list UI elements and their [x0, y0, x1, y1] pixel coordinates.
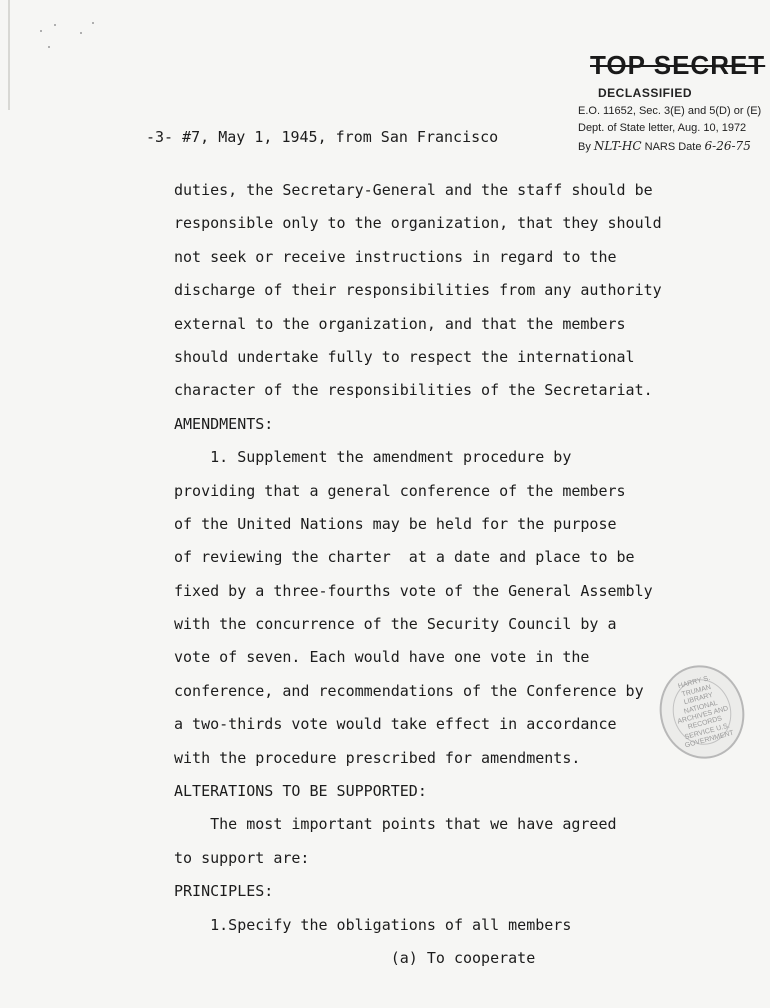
text-line: PRINCIPLES: — [174, 882, 274, 901]
declass-by-label: By — [578, 140, 591, 153]
declass-eo-line: E.O. 11652, Sec. 3(E) and 5(D) or (E) — [578, 104, 762, 117]
text-line: external to the organization, and that the members — [174, 314, 626, 333]
declass-date-signature: 6-26-75 — [704, 138, 751, 153]
text-line: AMENDMENTS: — [174, 414, 274, 433]
text-line: to support are: — [174, 848, 310, 867]
archive-seal-inner: HARRY S. TRUMAN LIBRARY NATIONAL ARCHIVES AND RECORDS SERVICE U.S. GOVERNMENT — [665, 673, 738, 752]
text-line: not seek or receive instructions in regard to the — [174, 247, 617, 266]
body-text — [174, 174, 694, 975]
text-line: should undertake fully to respect the international — [174, 347, 635, 366]
declass-heading: DECLASSIFIED — [598, 86, 693, 100]
declass-by-line — [578, 137, 766, 156]
declassification-stamp — [578, 84, 766, 156]
declass-by-signature: NLT-HC — [593, 138, 642, 153]
text-line: of the United Nations may be held for the purpose — [174, 514, 617, 533]
text-line: character of the responsibilities of the Secretariat. — [174, 381, 653, 400]
declass-letter-line: Dept. of State letter, Aug. 10, 1972 — [578, 121, 747, 134]
text-line: The most important points that we have agreed — [174, 815, 617, 834]
paper-specks — [40, 20, 100, 60]
classification-stamp: TOP SECRET — [590, 50, 766, 80]
document-header: -3- #7, May 1, 1945, from San Francisco — [146, 128, 499, 146]
text-line: responsible only to the organization, that they should — [174, 214, 662, 233]
text-line: vote of seven. Each would have one vote in the — [174, 648, 590, 667]
text-line: discharge of their responsibilities from any authority — [174, 281, 662, 300]
text-line: conference, and recommendations of the Conference by — [174, 681, 644, 700]
text-line: providing that a general conference of the members — [174, 481, 626, 500]
text-line: 1.Specify the obligations of all members — [174, 915, 572, 934]
text-line: with the procedure prescribed for amendments. — [174, 748, 581, 767]
text-line: 1. Supplement the amendment procedure by — [174, 448, 572, 467]
declass-nars-label: NARS Date — [644, 140, 702, 153]
page-fold-mark — [8, 0, 10, 110]
text-line: ALTERATIONS TO BE SUPPORTED: — [174, 782, 427, 801]
text-line: with the concurrence of the Security Council by a — [174, 615, 617, 634]
text-line: of reviewing the charter at a date and place to be — [174, 548, 635, 567]
text-line: duties, the Secretary-General and the staff should be — [174, 181, 653, 199]
text-line: a two-thirds vote would take effect in accordance — [174, 715, 617, 734]
text-line: fixed by a three-fourths vote of the General Assembly — [174, 581, 653, 600]
text-line: (a) To cooperate — [174, 948, 536, 967]
